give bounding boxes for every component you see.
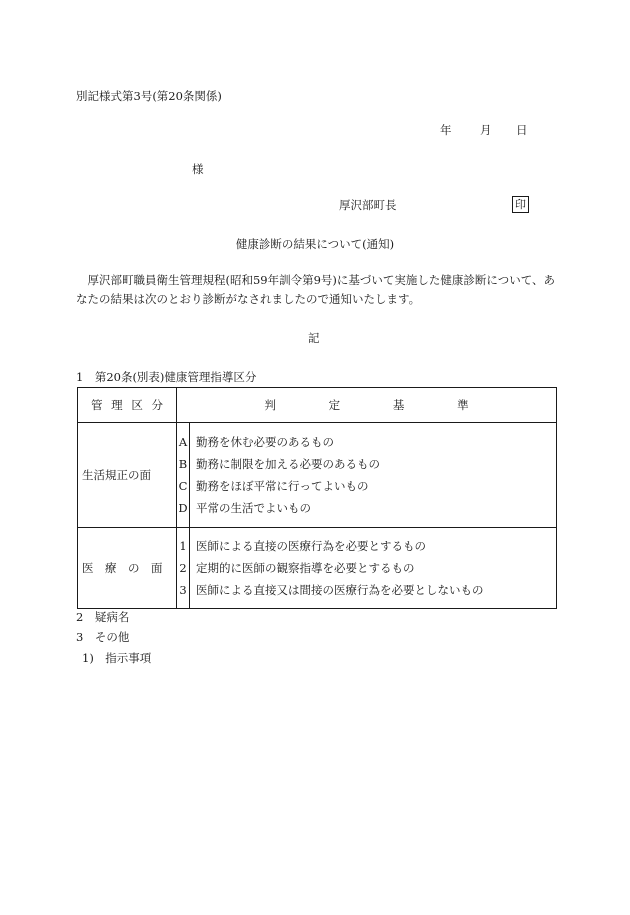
criteria-cell: 勤務に制限を加える必要のあるもの <box>196 457 380 471</box>
header-char: 管 <box>91 398 103 412</box>
ki-heading: 記 <box>308 331 320 345</box>
codes-lifestyle <box>177 423 190 528</box>
code-cell: D <box>178 501 188 515</box>
header-char: 判 <box>264 398 276 412</box>
section-1-heading: 1 第20条(別表)健康管理指導区分 <box>76 370 257 384</box>
table-group-medical <box>78 528 557 609</box>
criteria-cell: 勤務を休む必要のあるもの <box>196 435 334 449</box>
header-char: 定 <box>328 398 341 412</box>
code-cell: B <box>178 457 188 471</box>
criteria-cell: 勤務をほぼ平常に行ってよいもの <box>196 479 369 493</box>
section-2-heading: 2 疑病名 <box>76 610 130 624</box>
header-criteria <box>177 388 557 423</box>
form-number: 別記様式第3号(第20条関係) <box>76 89 222 103</box>
criteria-cell: 医師による直接又は間接の医療行為を必要としないもの <box>196 583 484 597</box>
date-year-label: 年 <box>440 123 452 137</box>
category-lifestyle: 生活規正の面 <box>78 423 177 528</box>
addressee-suffix: 様 <box>192 162 204 176</box>
header-char: 分 <box>151 398 163 412</box>
document-title: 健康診断の結果について(通知) <box>235 237 395 251</box>
table-header-row <box>78 388 557 423</box>
category-medical: 医 療 の 面 <box>78 528 177 609</box>
criteria-cell: 定期的に医師の観察指導を必要とするもの <box>196 561 415 575</box>
code-cell: 3 <box>179 583 187 597</box>
header-category <box>78 388 177 423</box>
section-3-1-heading: 1) 指示事項 <box>82 651 152 665</box>
code-cell: 2 <box>179 561 187 575</box>
header-char: 理 <box>111 398 123 412</box>
code-cell: A <box>178 435 188 449</box>
code-cell: 1 <box>179 539 187 553</box>
body-paragraph <box>76 271 566 309</box>
header-char: 準 <box>457 398 469 412</box>
code-cell: C <box>178 479 188 493</box>
criteria-cell: 平常の生活でよいもの <box>196 501 311 515</box>
descs-lifestyle <box>190 423 557 528</box>
criteria-cell: 医師による直接の医療行為を必要とするもの <box>196 539 426 553</box>
seal-mark: 印 <box>512 196 529 213</box>
header-char: 基 <box>392 398 405 412</box>
codes-medical <box>177 528 190 609</box>
sender-name: 厚沢部町長 <box>339 198 397 212</box>
body-text: 厚沢部町職員衛生管理規程(昭和59年訓令第9号)に基づいて実施した健康診断について、あなたの結果は次のとおり診断がなされましたので通知いたします。 <box>76 273 555 306</box>
date-day-label: 日 <box>516 123 528 137</box>
section-3-heading: 3 その他 <box>76 630 130 644</box>
table-group-lifestyle <box>78 423 557 528</box>
date-month-label: 月 <box>480 123 492 137</box>
descs-medical <box>190 528 557 609</box>
date-line <box>440 122 528 138</box>
header-char: 区 <box>131 398 143 412</box>
health-guidance-table <box>77 387 557 609</box>
